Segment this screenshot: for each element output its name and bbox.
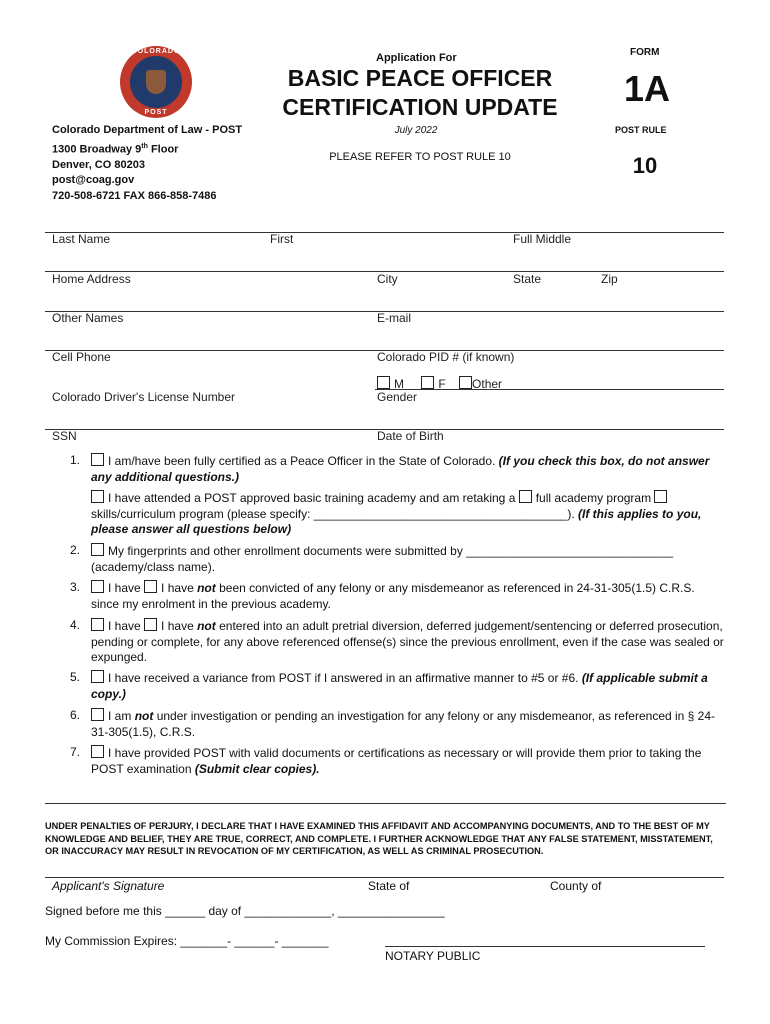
post-seal-logo bbox=[120, 46, 192, 118]
other-names-field[interactable]: Other Names bbox=[52, 311, 124, 325]
q5-checkbox[interactable] bbox=[91, 670, 104, 683]
agency-phone: 720-508-6721 FAX 866-858-7486 bbox=[52, 189, 217, 202]
q4-have-checkbox[interactable] bbox=[91, 618, 104, 631]
question-6: 6. I am not under investigation or pending an investigation for any felony or any misdemeanor, as referenced in § 24-31-305(1.5), C.R.S. bbox=[69, 708, 716, 739]
question-5: 5. I have received a variance from POST if I answered in an affirmative manner to #5 or #6. (If applicable submit a copy.) bbox=[69, 670, 708, 701]
gender-other-checkbox[interactable] bbox=[459, 376, 472, 389]
seal-top-text: COLORADO bbox=[131, 48, 181, 55]
agency-name: Colorado Department of Law - POST bbox=[52, 124, 243, 136]
home-address-field[interactable]: Home Address bbox=[52, 272, 131, 286]
q4-have-not-checkbox[interactable] bbox=[144, 618, 157, 631]
post-rule-label: POST RULE bbox=[615, 125, 667, 135]
cell-phone-field[interactable]: Cell Phone bbox=[52, 350, 111, 364]
form-date: July 2022 bbox=[394, 125, 438, 136]
form-number: 1A bbox=[623, 68, 671, 109]
middle-name-field[interactable]: Full Middle bbox=[513, 232, 572, 246]
question-4: 4. I have I have not entered into an adult pretrial diversion, deferred judgement/sentencing or deferred prosecution, pending or complete, for any above referenced offense(s) since the previous enrollment, even if the case was sealed or expunged. bbox=[69, 618, 724, 664]
perjury-declaration: UNDER PENALTIES OF PERJURY, I DECLARE THAT I HAVE EXAMINED THIS AFFIDAVIT AND ACCOMPANYING DOCUMENTS, AND TO THE BEST OF MY KNOWLEDGE AND BELIEF, THEY ARE TRUE, CORRECT, AND COMPLETE. I FURTHER ACKNOWLEDGE THAT ANY FALSE STATEMENT, MISSTATEMENT, OR INACCURACY MAY RESULT IN REVOCATION OF MY CERTIFICATION, AS WELL AS CRIMINAL PROSECUTION. bbox=[45, 821, 713, 856]
section-divider bbox=[45, 803, 726, 804]
first-name-field[interactable]: First bbox=[270, 232, 294, 246]
question-3: 3. I have I have not been convicted of any felony or any misdemeanor as referenced in 24-31-305(1.5) C.R.S. since my enrolment in the previous academy. bbox=[69, 580, 695, 611]
q2-checkbox[interactable] bbox=[91, 543, 104, 556]
q1-checkbox[interactable] bbox=[91, 453, 104, 466]
seal-bottom-text: POST bbox=[144, 109, 168, 116]
q7-checkbox[interactable] bbox=[91, 745, 104, 758]
dob-field[interactable]: Date of Birth bbox=[377, 429, 444, 443]
application-for-label: Application For bbox=[376, 52, 457, 64]
applicant-signature-field[interactable]: Applicant's Signature bbox=[52, 879, 165, 893]
ssn-field[interactable]: SSN bbox=[52, 429, 77, 443]
badge-icon bbox=[146, 70, 166, 94]
agency-email: post@coag.gov bbox=[52, 174, 135, 187]
field-rule bbox=[375, 389, 724, 390]
notary-public-label: NOTARY PUBLIC bbox=[385, 949, 481, 963]
gender-f-checkbox[interactable] bbox=[421, 376, 434, 389]
gender-options: M F Other bbox=[377, 376, 502, 391]
agency-street: 1300 Broadway 9th Floor bbox=[52, 142, 179, 156]
email-field[interactable]: E-mail bbox=[377, 311, 412, 325]
last-name-field[interactable]: Last Name bbox=[52, 232, 111, 246]
colorado-pid-field[interactable]: Colorado PID # (if known) bbox=[377, 350, 515, 364]
commission-expires-line[interactable]: My Commission Expires: _______- ______- _______ bbox=[45, 934, 329, 948]
signature-line bbox=[45, 877, 724, 878]
agency-city: Denver, CO 80203 bbox=[52, 158, 145, 171]
field-rule bbox=[45, 232, 724, 233]
question-2: 2. My fingerprints and other enrollment documents were submitted by _______________________________ (academy/class name). bbox=[69, 543, 674, 574]
notary-signature-line[interactable] bbox=[385, 946, 705, 947]
q6-checkbox[interactable] bbox=[91, 708, 104, 721]
gender-m-checkbox[interactable] bbox=[377, 376, 390, 389]
county-of-field[interactable]: County of bbox=[550, 879, 602, 893]
question-1b: I have attended a POST approved basic training academy and am retaking a full academy program skills/curriculum program (please specify: ______________________________________). (If this applies to you, please answer all questions below) bbox=[91, 491, 702, 536]
form-title: BASIC PEACE OFFICER CERTIFICATION UPDATE bbox=[282, 65, 558, 120]
seal-inner bbox=[130, 56, 182, 108]
state-field[interactable]: State bbox=[513, 272, 542, 286]
refer-rule-note: PLEASE REFER TO POST RULE 10 bbox=[329, 151, 511, 163]
q1b-checkbox[interactable] bbox=[91, 490, 104, 503]
city-field[interactable]: City bbox=[377, 272, 398, 286]
form-label: FORM bbox=[630, 47, 660, 58]
gender-label: Gender bbox=[377, 390, 418, 404]
drivers-license-field[interactable]: Colorado Driver's License Number bbox=[52, 390, 236, 404]
agency-address-block bbox=[52, 123, 242, 204]
q3-have-checkbox[interactable] bbox=[91, 580, 104, 593]
question-7: 7. I have provided POST with valid documents or certifications as necessary or will provide them prior to taking the POST examination (Submit clear copies). bbox=[69, 745, 702, 776]
question-1: 1. I am/have been fully certified as a Peace Officer in the State of Colorado. (If you check this box, do not answer any additional questions.) bbox=[69, 453, 710, 484]
zip-field[interactable]: Zip bbox=[601, 272, 618, 286]
state-of-field[interactable]: State of bbox=[368, 879, 410, 893]
post-rule-number: 10 bbox=[632, 153, 658, 178]
full-academy-checkbox[interactable] bbox=[519, 490, 532, 503]
skills-curriculum-checkbox[interactable] bbox=[654, 490, 667, 503]
q3-have-not-checkbox[interactable] bbox=[144, 580, 157, 593]
signed-before-me-line[interactable]: Signed before me this ______ day of _____________, ________________ bbox=[45, 904, 445, 918]
